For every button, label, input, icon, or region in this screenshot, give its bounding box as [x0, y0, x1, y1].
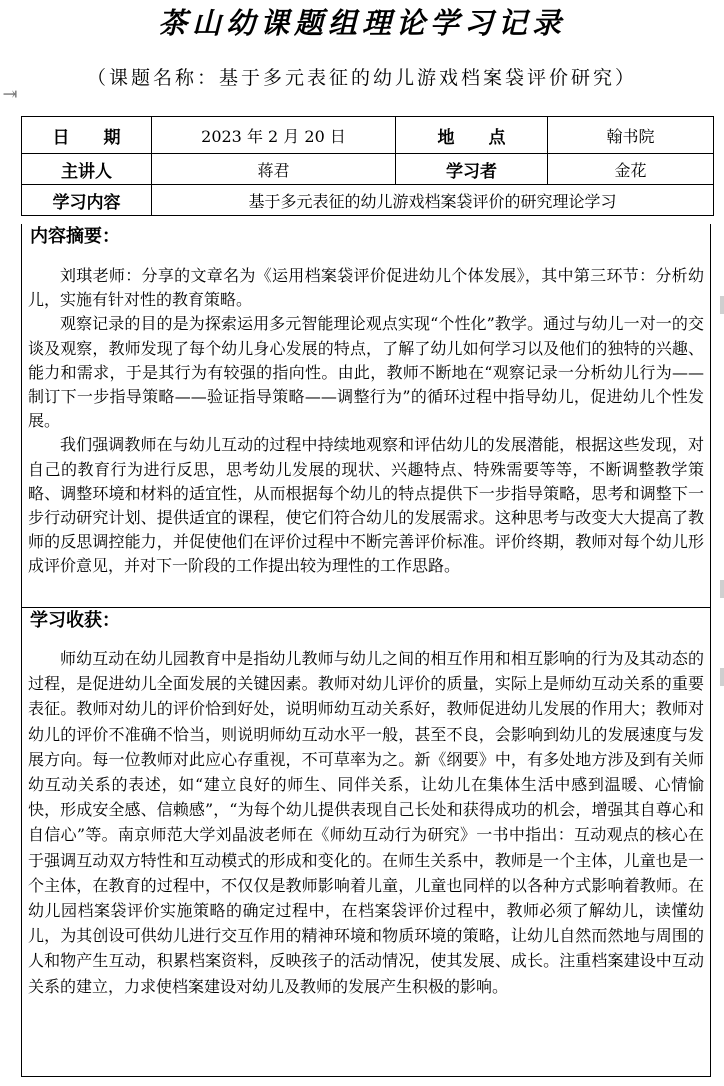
gains-body	[28, 646, 704, 999]
place-value: 翰书院	[548, 117, 714, 154]
speaker-value: 蒋君	[152, 154, 396, 185]
margin-marker-icon	[720, 580, 724, 598]
info-row-speaker	[22, 154, 714, 185]
place-label: 地 点	[396, 117, 548, 154]
gains-heading: 学习收获：	[30, 610, 120, 631]
document-subtitle: （课题名称：基于多元表征的幼儿游戏档案袋评价研究）	[86, 67, 637, 89]
summary-paragraph: 刘琪老师：分享的文章名为《运用档案袋评价促进幼儿个体发展》，其中第三环节：分析幼儿，实施有针对性的教育策略。	[28, 266, 704, 310]
info-row-content	[22, 185, 714, 216]
date-value: 2023 年 2 月 20 日	[152, 117, 396, 154]
date-label: 日 期	[22, 117, 152, 154]
summary-heading: 内容摘要：	[30, 226, 120, 247]
learner-label: 学习者	[396, 154, 548, 185]
summary-paragraph: 观察记录的目的是为探索运用多元智能理论观点实现“个性化”教学。通过与幼儿一对一的交谈及观察，教师发现了每个幼儿身心发展的特点，了解了幼儿如何学习以及他们的独特的兴趣、能力和需求，于是其行为有较强的指向性。由此，教师不断地在“观察记录一分析幼儿行为——制订下一步指导策略——验证指导策略——调整行为”的循环过程中指导幼儿，促进幼儿个性发展。	[28, 314, 704, 431]
summary-section	[21, 224, 711, 608]
info-table	[21, 116, 714, 216]
content-value: 基于多元表征的幼儿游戏档案袋评价的研究理论学习	[152, 185, 714, 216]
summary-paragraph: 我们强调教师在与幼儿互动的过程中持续地观察和评估幼儿的发展潜能，根据这些发现，对自己的教育行为进行反思，思考幼儿发展的现状、兴趣特点、特殊需要等等，不断调整教学策略、调整环境和材料的适宜性，从而根据每个幼儿的特点提供下一步指导策略，思考和调整下一步行动研究计划、提供适宜的课程，使它们符合幼儿的发展需求。这种思考与改变大大提高了教师的反思调控能力，并促使他们在评价过程中不断完善评价标准。评价终期，教师对每个幼儿形成评价意见，并对下一阶段的工作提出较为理性的工作思路。	[28, 435, 704, 576]
gains-paragraph: 师幼互动在幼儿园教育中是指幼儿教师与幼儿之间的相互作用和相互影响的行为及其动态的过程，是促进幼儿全面发展的关键因素。教师对幼儿评价的质量，实际上是师幼互动关系的重要表征。教师对幼儿的评价恰到好处，说明师幼互动关系好，教师促进幼儿发展的作用大；教师对幼儿的评价不准确不恰当，则说明师幼互动水平一般，甚至不良，会影响到幼儿的发展速度与发展方向。每一位教师对此应心存重视，不可草率为之。新《纲要》中，有多处地方涉及到有关师幼互动关系的表述，如“建立良好的师生、同伴关系，让幼儿在集体生活中感到温暖、心情愉快，形成安全感、信赖感”，“为每个幼儿提供表现自己长处和获得成功的机会，增强其自尊心和自信心”等。南京师范大学刘晶波老师在《师幼互动行为研究》一书中指出：互动观点的核心在于强调互动双方特性和互动模式的形成和变化的。在师生关系中，教师是一个主体，儿童也是一个主体，在教育的过程中，不仅仅是教师影响着儿童，儿童也同样的以各种方式影响着教师。在幼儿园档案袋评价实施策略的确定过程中，在档案袋评价过程中，教师必须了解幼儿，读懂幼儿，为其创设可供幼儿进行交互作用的精神环境和物质环境的策略，让幼儿自然而然地与周围的人和物产生互动，积累档案资料，反映孩子的活动情况，使其发展、成长。注重档案建设中互动关系的建立，力求使档案建设对幼儿及教师的发展产生积极的影响。	[28, 649, 704, 996]
learner-value: 金花	[548, 154, 714, 185]
summary-body	[28, 264, 704, 579]
margin-marker-icon	[720, 296, 724, 314]
info-row-date	[22, 117, 714, 154]
speaker-label: 主讲人	[22, 154, 152, 185]
gains-section	[21, 607, 711, 1077]
document-title: 茶山幼课题组理论学习记录	[157, 6, 566, 40]
move-handle-icon[interactable]: ⇥	[2, 84, 18, 105]
margin-marker-icon	[720, 668, 724, 686]
content-label: 学习内容	[22, 185, 152, 216]
